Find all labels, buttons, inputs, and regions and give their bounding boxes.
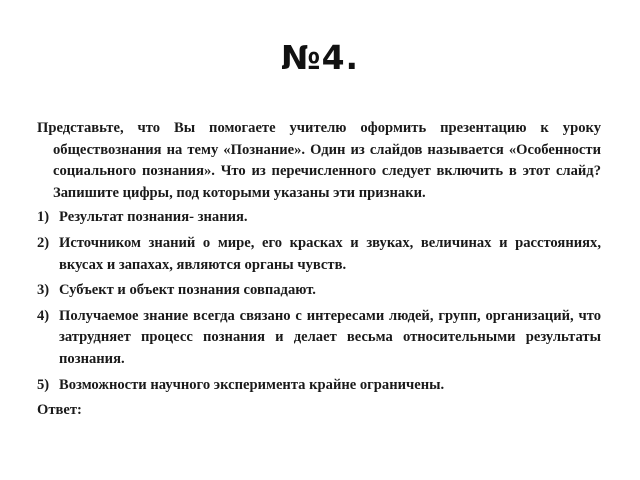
slide-content [37, 118, 601, 422]
slide-title: №4. [280, 38, 360, 77]
option-item-2 [37, 233, 601, 276]
options-list [37, 207, 601, 396]
option-item-4 [37, 306, 601, 371]
option-number: 4) [37, 307, 50, 324]
option-number: 2) [37, 234, 50, 251]
option-text: Субъект и объект познания совпадают. [59, 282, 316, 299]
question-text: Представьте, что Вы помогаете учителю оформить презентацию к уроку обществознания на тему «Познание». Один из слайдов называется «Особенности социального познания». Что из перечисленного следует включить в этот слайд? Запишите цифры, под которыми указаны эти признаки. [37, 120, 601, 201]
answer-label: Ответ: [37, 402, 82, 419]
option-text: Источником знаний о мире, его красках и звуках, величинах и расстояниях, вкусах и запахах, являются органы чувств. [59, 234, 601, 273]
option-number: 3) [37, 282, 50, 299]
option-number: 5) [37, 376, 50, 393]
option-item-5 [37, 375, 601, 397]
option-text: Возможности научного эксперимента крайне ограничены. [59, 376, 445, 393]
option-text: Результат познания- знания. [59, 209, 248, 226]
option-item-1 [37, 207, 601, 229]
option-text: Получаемое знание всегда связано с интересами людей, групп, организаций, что затрудняет процесс познания и делает весьма относительными результаты познания. [59, 307, 601, 367]
option-number: 1) [37, 209, 50, 226]
option-item-3 [37, 280, 601, 302]
